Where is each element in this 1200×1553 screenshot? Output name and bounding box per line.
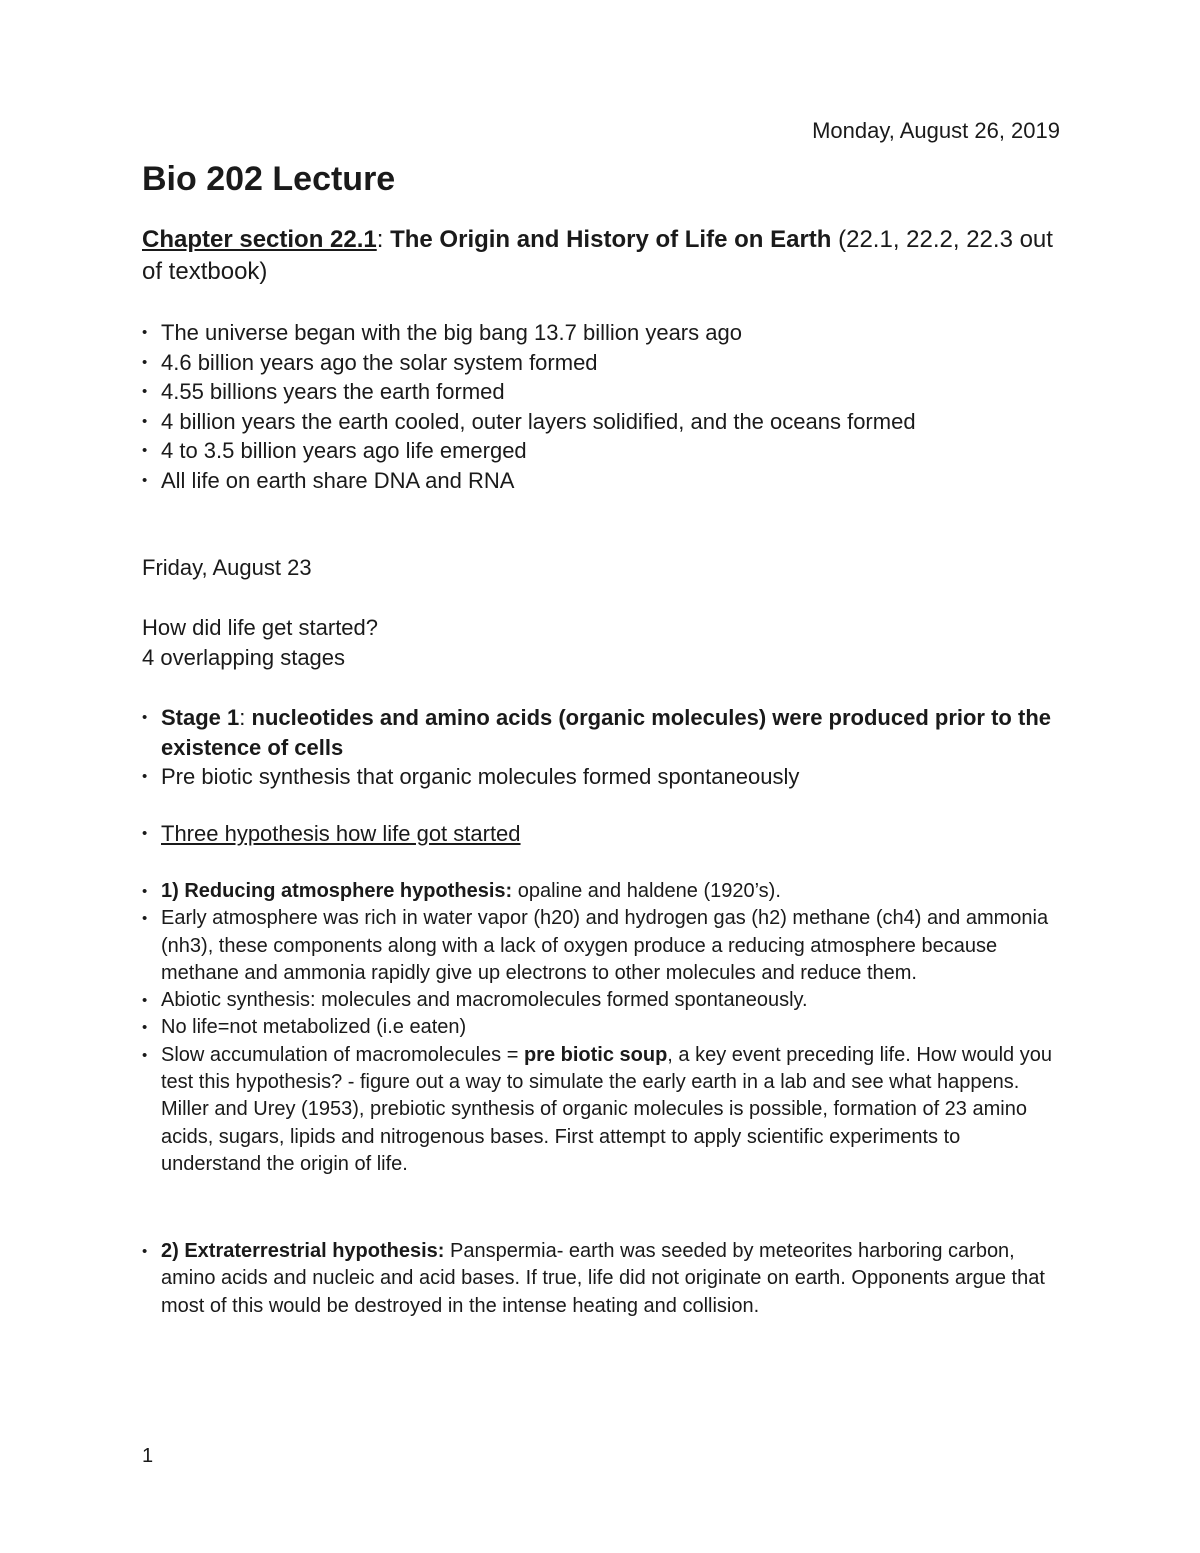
friday-date: Friday, August 23 (142, 555, 312, 580)
hypothesis2-item (142, 1238, 1062, 1320)
slow-post: , a key event preceding life. How would you test this hypothesis? - figure out a way to simulate the early earth in a lab and see what happens. Miller and Urey (1953), prebiotic synthesis of organic molecules is possible, formation of 23 amino acids, sugars, lipids and nitrogenous bases. First attempt to apply scientific experiments to understand the origin of life. (161, 1043, 1052, 1175)
list-item: • The universe began with the big bang 13.7 billion years ago (142, 318, 1062, 348)
hypothesis2-label: 2) Extraterrestrial hypothesis: (161, 1240, 445, 1262)
chapter-sep: : (376, 226, 391, 253)
stage1-item (142, 703, 1062, 762)
list-item: • 4.55 billions years the earth formed (142, 377, 1062, 407)
chapter-rest: (22.1, 22.2, 22.3 out of textbook) (142, 226, 1053, 285)
list-item: • Abiotic synthesis: molecules and macromolecules formed spontaneously. (142, 987, 1062, 1014)
hypothesis2-rest: Panspermia- earth was seeded by meteorites harboring carbon, amino acids and nucleic and acid bases. If true, life did not originate on earth. Opponents argue that most of this would be destroyed in the intense heating and collision. (161, 1240, 1045, 1317)
list-item: • 4 to 3.5 billion years ago life emerged (142, 436, 1062, 466)
stage1-list (142, 703, 1062, 792)
page-number: 1 (142, 1445, 154, 1467)
chapter-name: The Origin and History of Life on Earth (390, 226, 832, 253)
list-item: • Early atmosphere was rich in water vapor (h20) and hydrogen gas (h2) methane (ch4) and ammonia (nh3), these components along with a lack of oxygen produce a reducing atmosphere because methane and ammonia rapidly give up electrons to other molecules and reduce them. (142, 905, 1062, 987)
lecture-date: Monday, August 26, 2019 (812, 118, 1060, 143)
question-line: How did life get started? (142, 615, 379, 640)
slow-accumulation-item (142, 1042, 1062, 1178)
list-item: • 4 billion years the earth cooled, outer layers solidified, and the oceans formed (142, 407, 1062, 437)
list-item: • Pre biotic synthesis that organic molecules formed spontaneously (142, 762, 1062, 792)
three-hypothesis-list (142, 819, 1062, 849)
page-title: Bio 202 Lecture (142, 160, 396, 198)
slow-pre: Slow accumulation of macromolecules = (161, 1043, 524, 1066)
chapter-heading (142, 224, 1072, 288)
hypothesis1-item (142, 878, 1062, 905)
list-item: • No life=not metabolized (i.e eaten) (142, 1014, 1062, 1041)
hypothesis1-rest: opaline and haldene (1920’s). (512, 880, 781, 902)
three-hypothesis-heading: • Three hypothesis how life got started (142, 819, 1062, 849)
hypothesis1-label: 1) Reducing atmosphere hypothesis: (161, 880, 513, 902)
hypothesis1-list (142, 878, 1062, 1178)
stage1-label: Stage 1 (161, 705, 240, 730)
stage1-sep: : (239, 705, 252, 730)
stages-line: 4 overlapping stages (142, 645, 346, 670)
timeline-list (142, 318, 1062, 495)
chapter-label: Chapter section 22.1 (142, 226, 377, 253)
list-item: • 4.6 billion years ago the solar system formed (142, 348, 1062, 378)
list-item: • All life on earth share DNA and RNA (142, 466, 1062, 496)
stage1-desc: nucleotides and amino acids (organic molecules) were produced prior to the existence of cells (161, 705, 1051, 760)
hypothesis2-list (142, 1238, 1062, 1320)
prebiotic-soup: pre biotic soup (523, 1043, 668, 1066)
